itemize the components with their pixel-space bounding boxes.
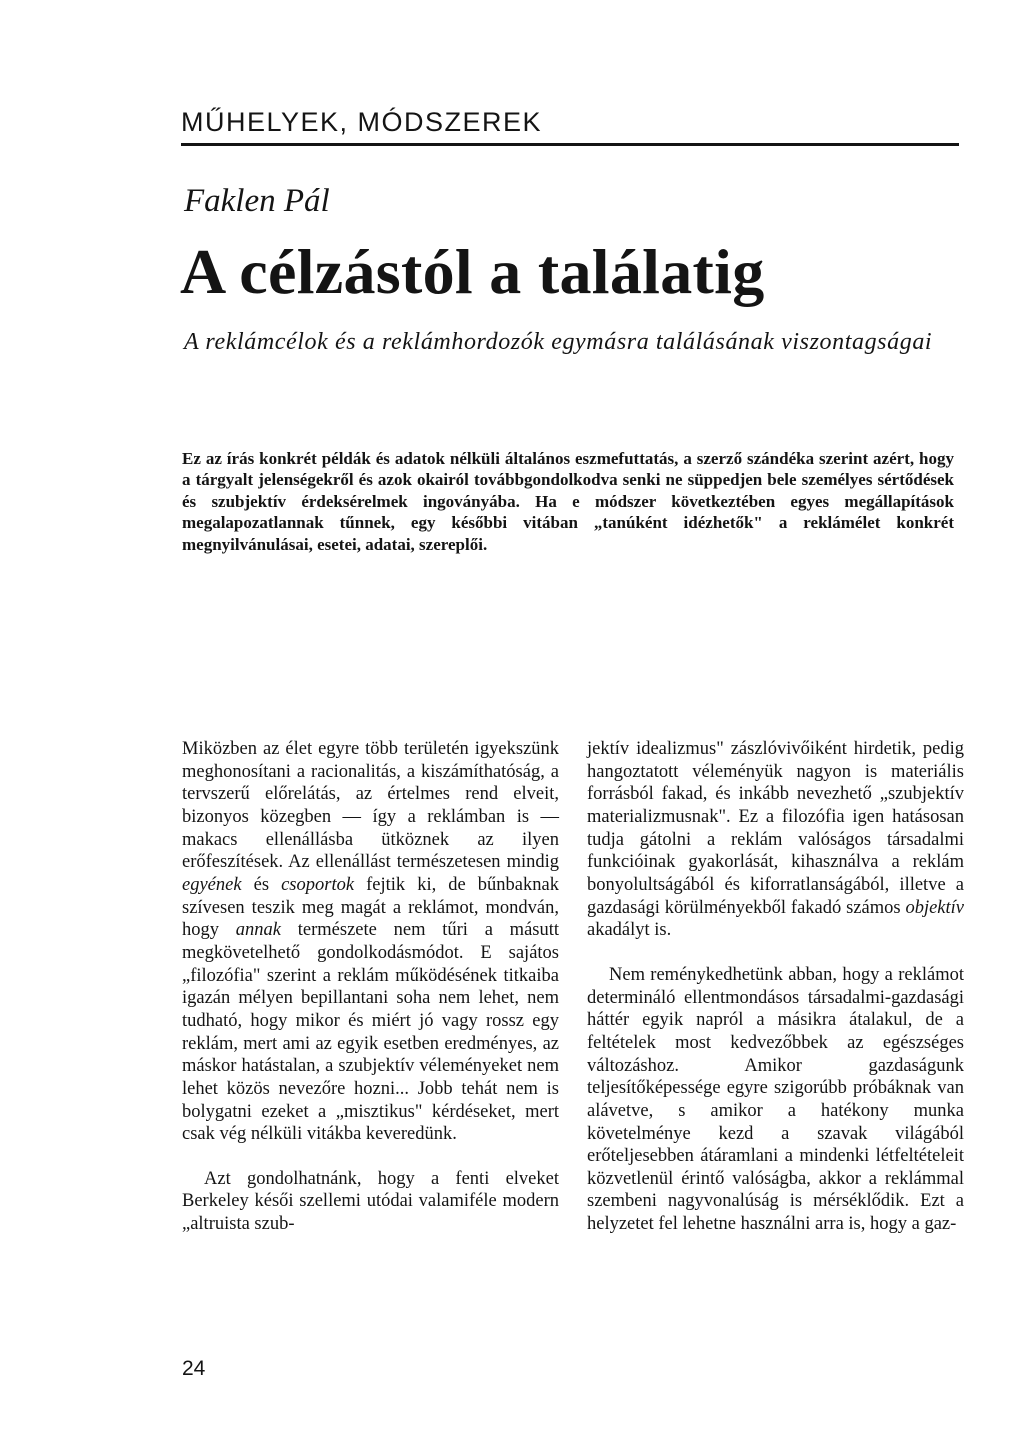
body-paragraph [587, 738, 964, 942]
right-column [587, 738, 964, 1236]
emphasis: egyének [182, 874, 242, 895]
body-paragraph [182, 738, 559, 1146]
text-run: jektív idealizmus" zászlóvivőiként hirdetik, pedig hangoztatott véleményük nagyon is materiális forrásból fakad, és inkább nevezhető „szubjektív materializmusnak". Ez a filozófia igen hatásosan tudja gátolni a reklám valóságos társadalmi funkcióinak gyakorlását, kihasználva a reklám bonyolultságából és kiforratlanságából, illetve a gazdasági körülményekből fakadó számos [587, 739, 964, 918]
text-run: Miközben az élet egyre több területén igyekszünk meghonosítani a racionalitás, a kiszámíthatóság, a tervszerű előrelátás, az értelmes rend elveit, bizonyos közegben — így a reklámban is — makacs ellenállásba ütköznek az ilyen erőfeszítések. Az ellenállást természetesen mindig [182, 739, 559, 873]
emphasis: csoportok [281, 874, 355, 895]
article-subtitle: A reklámcélok és a reklámhordozók egymásra találásának viszontagságai [184, 329, 933, 355]
text-run: akadályt is. [587, 920, 672, 941]
abstract [182, 448, 954, 555]
left-column [182, 738, 559, 1236]
body-paragraph: Azt gondolhatnánk, hogy a fenti elveket Berkeley késői szellemi utódai valamiféle modern „altruista szub- [182, 1168, 559, 1235]
text-run: és [241, 874, 282, 895]
body-paragraph: Nem reménykedhetünk abban, hogy a reklámot determináló ellentmondásos társadalmi-gazdasági háttér egyik napról a másikra átalakul, de a feltételek most kedvezőbbek az egészséges változáshoz. Amikor gazdaságunk teljesítőképessége egyre szigorúbb próbáknak van alávetve, s amikor a hatékony munka követelménye kezd a szavak világából erőteljesebben átáramlani a mindenki létfeltételeit közvetlenül érintő valóságba, akkor a reklámmal szembeni nagyvonalúság is mérséklődik. Ezt a helyzetet fel lehetne használni arra is, hogy a gaz- [587, 964, 964, 1235]
emphasis: objektív [905, 897, 964, 918]
author-name: Faklen Pál [184, 183, 330, 219]
article-title: A célzástól a találatig [180, 236, 765, 307]
abstract-paragraph: Ez az írás konkrét példák és adatok nélküli általános eszmefuttatás, a szerző szándéka szerint azért, hogy a tárgyalt jelenségekről és azok okairól továbbgondolkodva senki ne süppedjen bele személyes sértődések és szubjektív érdeksérelmek ingoványába. Ha e módszer következtében egyes megállapítások megalapozatlannak tűnnek, egy későbbi vitában „tanúként idézhetők" a reklámélet konkrét megnyilvánulásai, esetei, adatai, szereplői. [182, 449, 954, 554]
text-run: fejtik ki, de bűnbaknak szívesen teszik meg magát a reklámot, mondván, hogy [182, 874, 559, 941]
emphasis: annak [235, 920, 281, 941]
page-number: 24 [182, 1357, 206, 1380]
section-header: MŰHELYEK, MÓDSZEREK [181, 104, 959, 146]
text-run: természete nem tűri a másutt megkövetelhető gondolkodásmódot. E sajátos „filozófia" szerint a reklám működésének titkaiba igazán mélyen bepillantani soha nem lehet, nem tudható, hogy mikor és miért jó vagy rossz egy reklám, mert ami az egyik esetben eredményes, az máskor hatástalan, a szubjektív véleményeket nem lehet közös nevezőre hozni... Jobb tehát nem is bolygatni ezeket a „misztikus" kérdéseket, mert csak vég nélküli vitákba keveredünk. [182, 920, 560, 1145]
